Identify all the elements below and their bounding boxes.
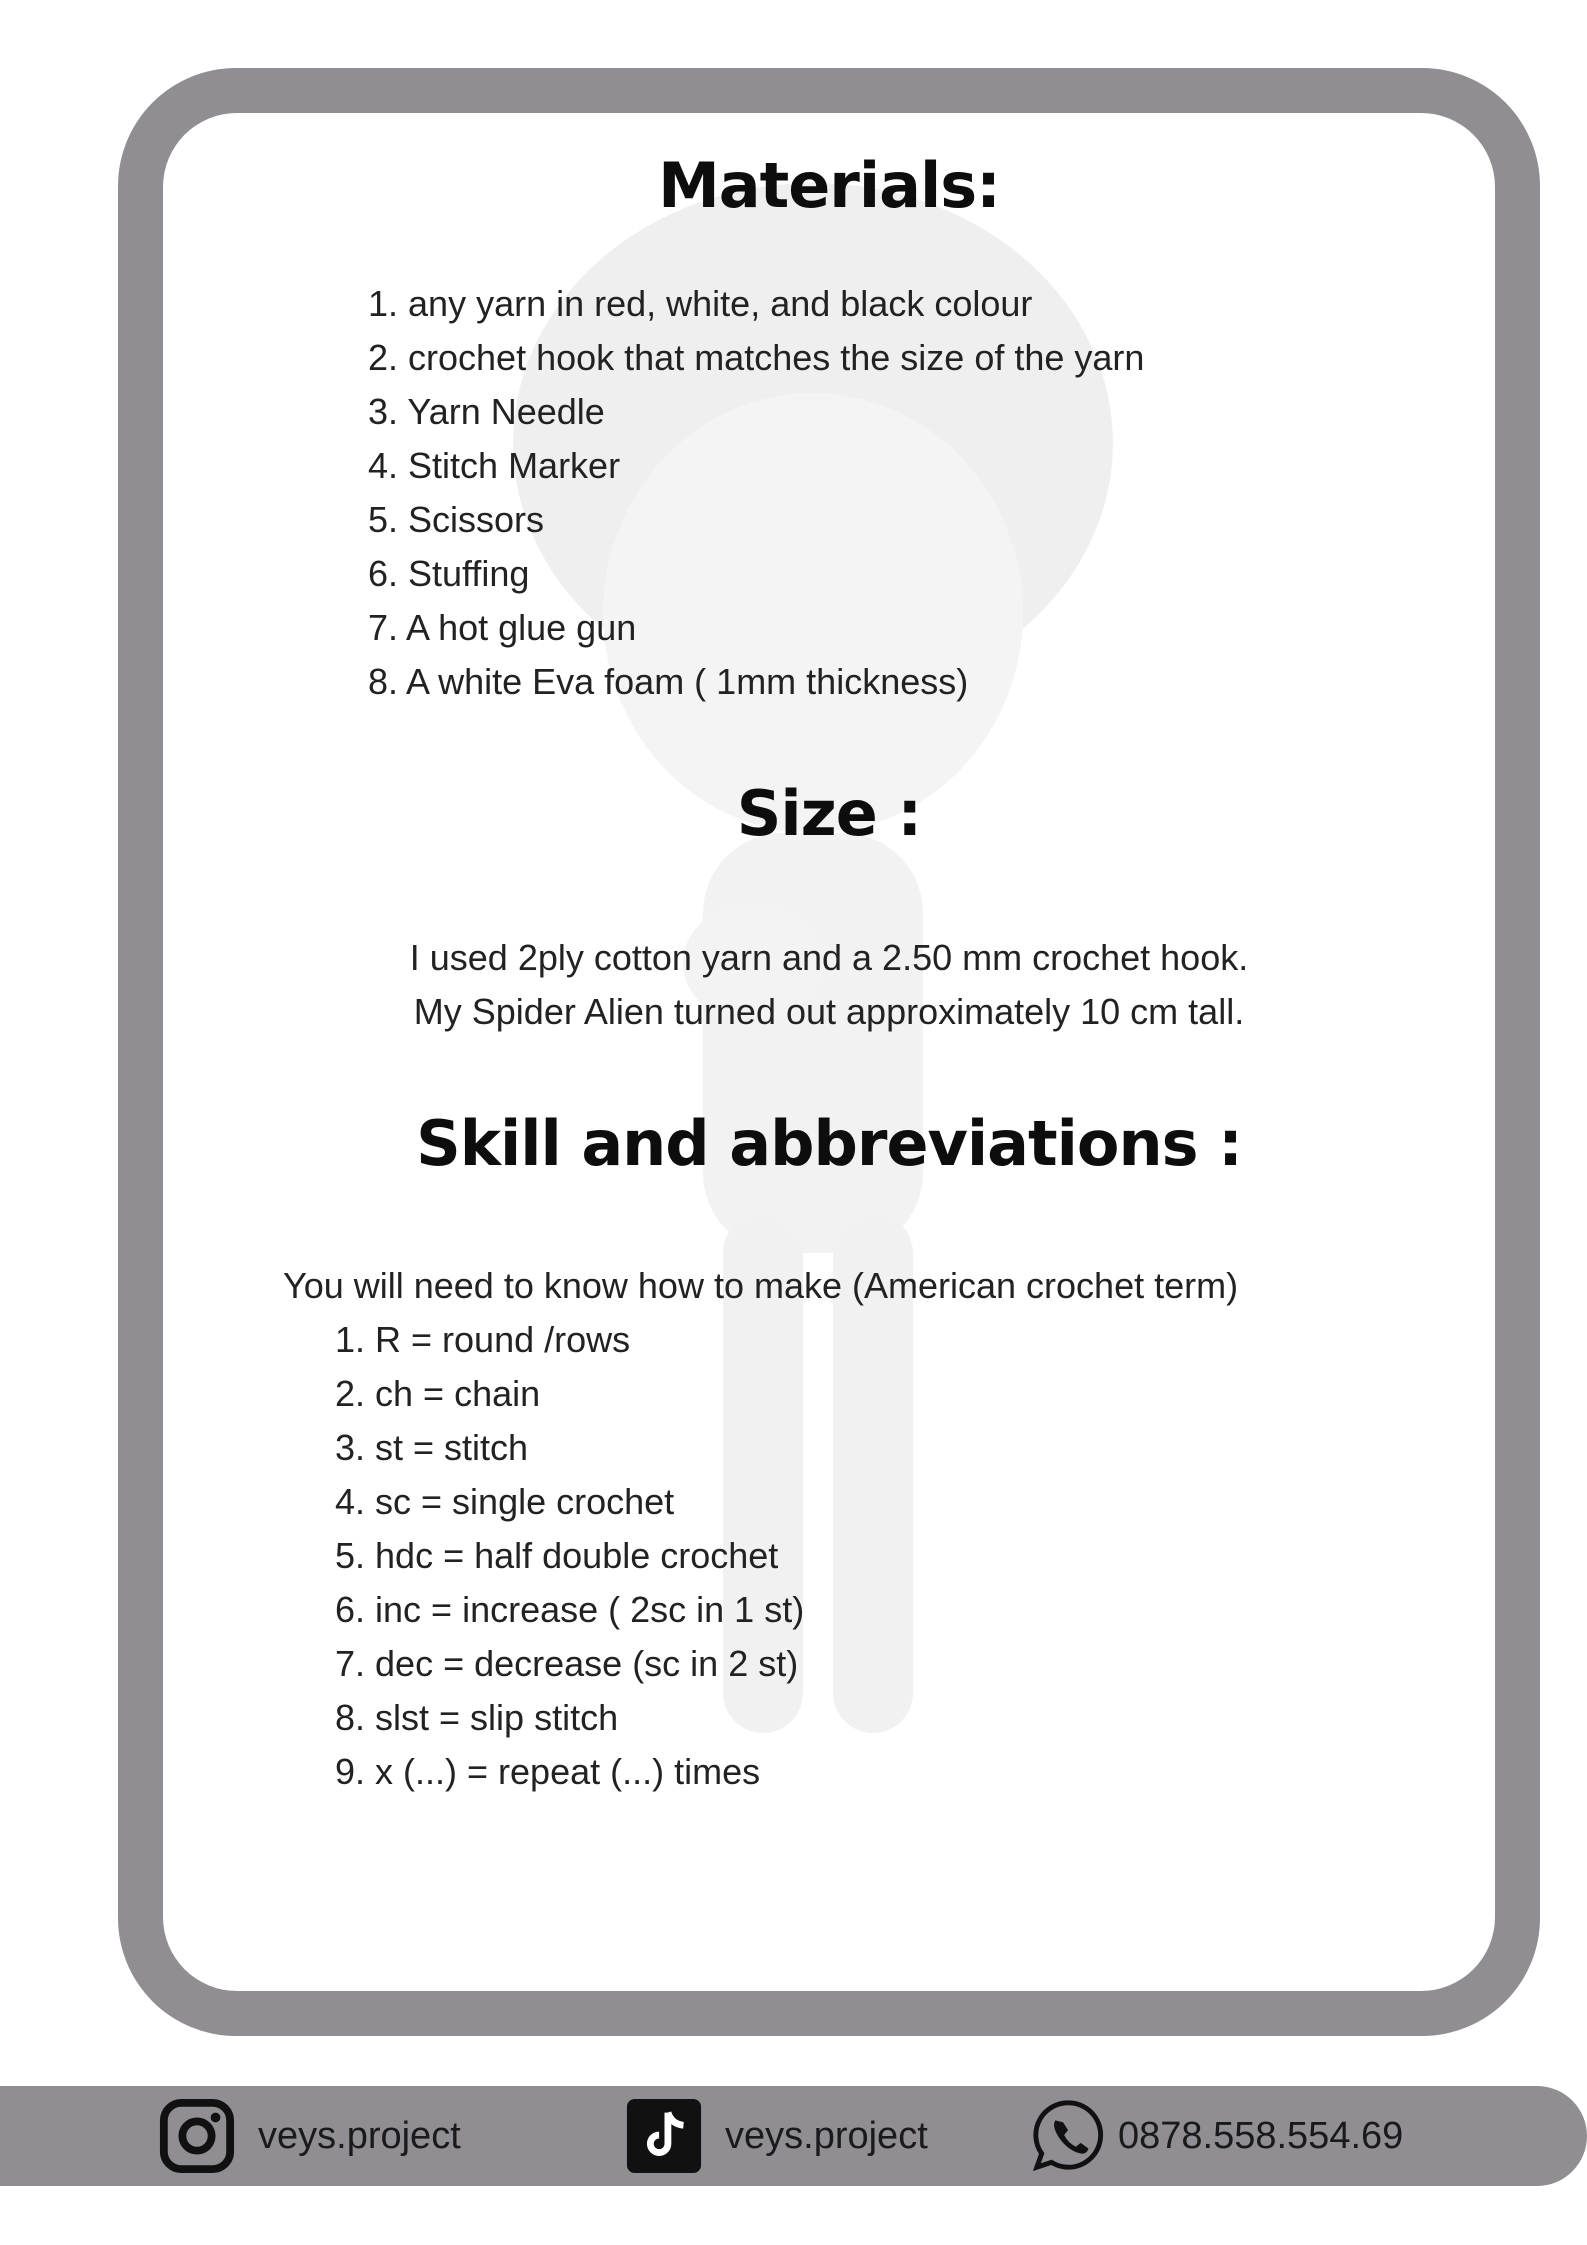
list-item: 6. inc = increase ( 2sc in 1 st)	[335, 1589, 805, 1630]
list-item: 4. sc = single crochet	[335, 1481, 675, 1522]
tiktok-icon	[625, 2097, 703, 2175]
list-item: 8. A white Eva foam ( 1mm thickness)	[368, 661, 969, 702]
list-item: 9. x (...) = repeat (...) times	[335, 1751, 761, 1792]
size-title: Size :	[736, 777, 922, 850]
list-item: 1. R = round /rows	[335, 1319, 631, 1360]
skills-title: Skill and abbreviations :	[416, 1107, 1242, 1180]
list-item: 7. dec = decrease (sc in 2 st)	[335, 1643, 799, 1684]
list-item: 2. crochet hook that matches the size of the yarn	[368, 337, 1145, 378]
list-item: 4. Stitch Marker	[368, 445, 621, 486]
instagram-contact[interactable]	[158, 2096, 461, 2176]
whatsapp-contact[interactable]	[1030, 2096, 1403, 2176]
list-item: 3. st = stitch	[335, 1427, 529, 1468]
list-item: 5. hdc = half double crochet	[335, 1535, 779, 1576]
content-card	[163, 113, 1495, 1991]
tiktok-handle: veys.project	[725, 2114, 928, 2157]
size-line: I used 2ply cotton yarn and a 2.50 mm crochet hook.	[409, 937, 1249, 978]
list-item: 1. any yarn in red, white, and black colour	[368, 283, 1033, 324]
instagram-handle: veys.project	[258, 2114, 461, 2157]
tiktok-contact[interactable]	[625, 2096, 928, 2176]
skills-list	[335, 1313, 804, 1799]
list-item: 6. Stuffing	[368, 553, 530, 594]
list-item: 3. Yarn Needle	[368, 391, 605, 432]
list-item: 2. ch = chain	[335, 1373, 541, 1414]
materials-list	[368, 277, 1144, 709]
materials-title: Materials:	[658, 149, 1000, 222]
whatsapp-icon	[1030, 2097, 1108, 2175]
whatsapp-phone: 0878.558.554.69	[1118, 2114, 1404, 2157]
list-item: 7. A hot glue gun	[368, 607, 637, 648]
list-item: 5. Scissors	[368, 499, 545, 540]
instagram-icon	[158, 2097, 236, 2175]
list-item: 8. slst = slip stitch	[335, 1697, 619, 1738]
size-line: My Spider Alien turned out approximately 10 cm tall.	[413, 991, 1245, 1032]
skills-intro: You will need to know how to make (American crochet term)	[283, 1265, 1239, 1306]
